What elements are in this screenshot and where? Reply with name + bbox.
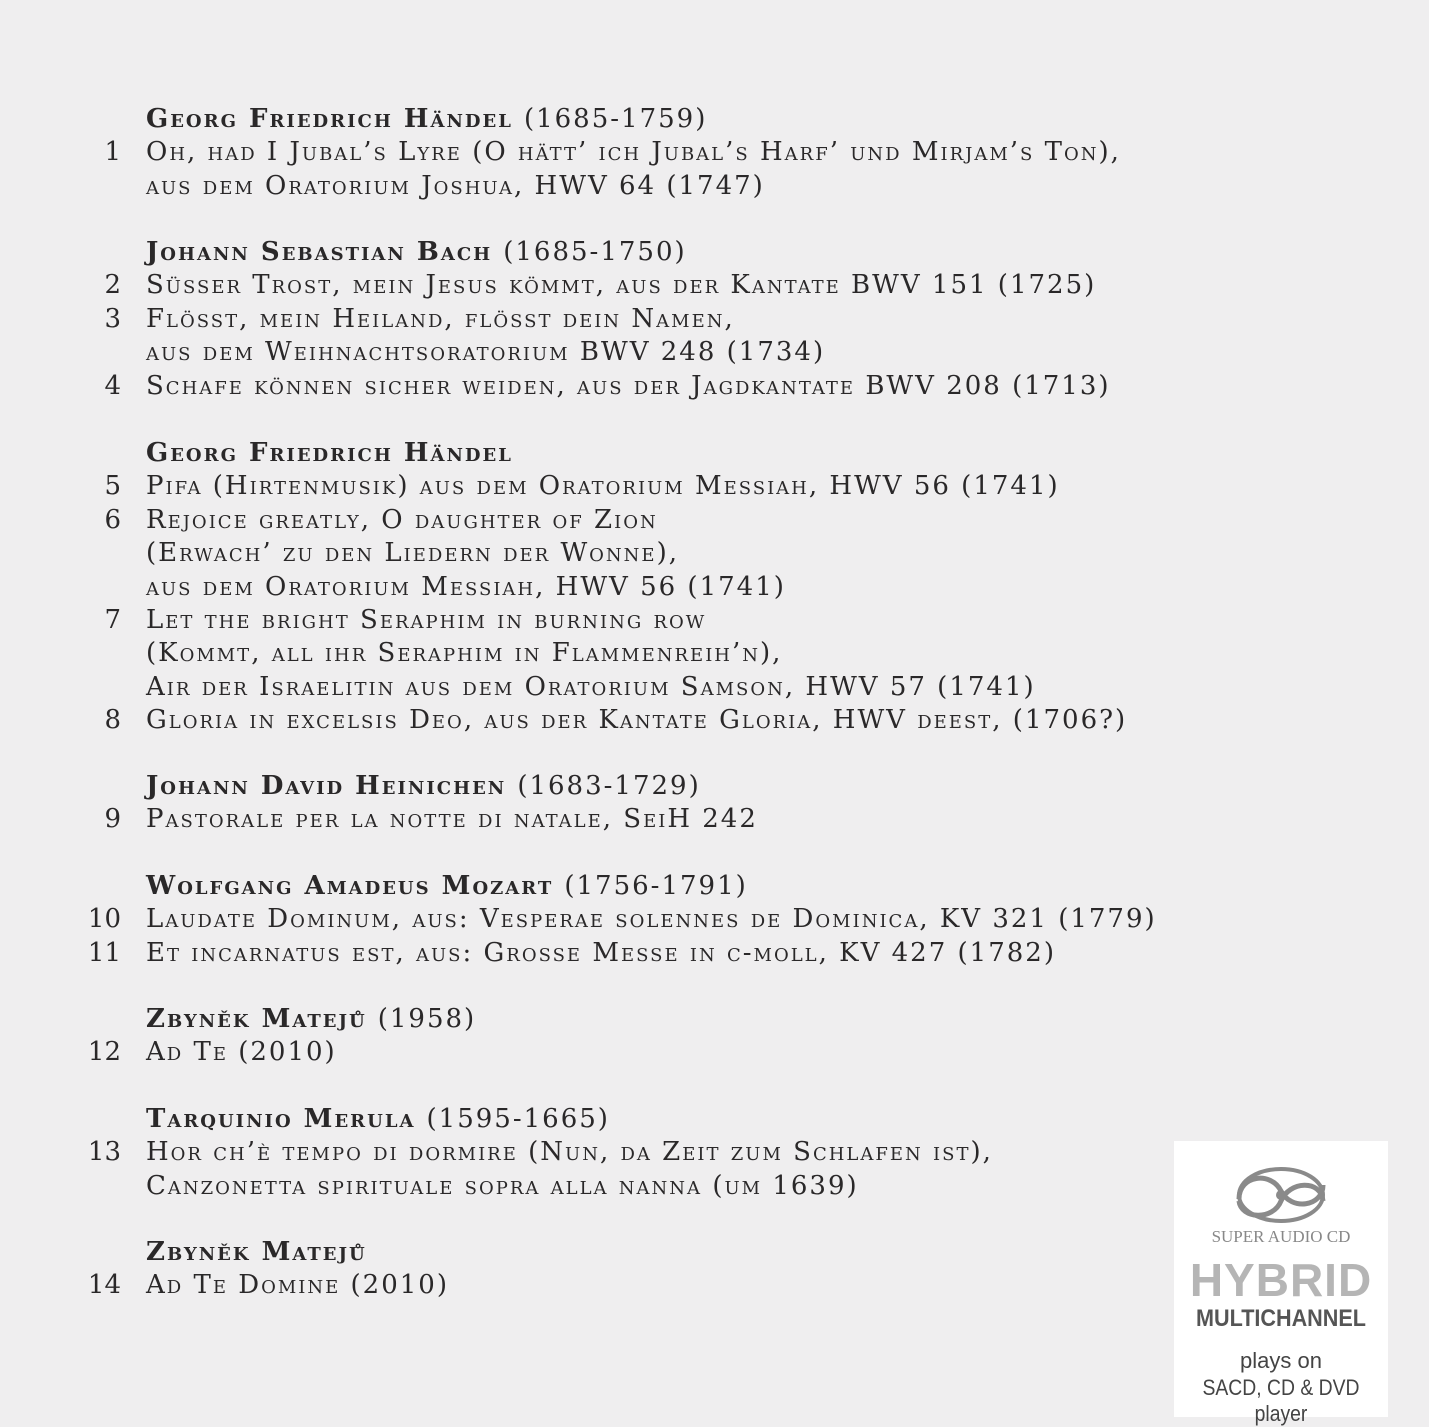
composer-name: Tarquinio Merula xyxy=(146,1104,416,1134)
composer-heading xyxy=(146,1236,367,1268)
track-number: 7 xyxy=(104,605,121,635)
composer-dates: (1685-1759) xyxy=(523,104,708,134)
track-number: 4 xyxy=(104,370,121,401)
composer-name: Georg Friedrich Händel xyxy=(146,438,513,468)
track-number: 13 xyxy=(87,1137,121,1168)
track-title-line: Pifa (Hirtenmusik) aus dem Oratorium Messiah, HWV 56 (1741) xyxy=(146,471,1060,502)
hybrid-label: HYBRID xyxy=(1189,1254,1373,1306)
track-title-line: aus dem Oratorium Joshua, HWV 64 (1747) xyxy=(146,170,765,201)
track-title-line: Air der Israelitin aus dem Oratorium Samson, HWV 57 (1741) xyxy=(146,671,1036,702)
composer-dates: (1683-1729) xyxy=(517,771,701,801)
composer-name: Johann Sebastian Bach xyxy=(146,237,493,267)
composer-dates: (1958) xyxy=(377,1004,477,1034)
composer-name: Zbyněk Matejů xyxy=(146,1237,367,1267)
track-number: 1 xyxy=(104,137,121,168)
track-title-line: Hor ch’è tempo di dormire (Nun, da Zeit zum Schlafen ist), xyxy=(146,1137,993,1168)
plays-on-label: plays on xyxy=(1240,1348,1322,1373)
track-number: 3 xyxy=(104,303,121,334)
composer-name: Wolfgang Amadeus Mozart xyxy=(146,871,554,901)
track-number: 5 xyxy=(104,471,121,502)
track-title-line: aus dem Weihnachtsoratorium BWV 248 (1734) xyxy=(146,337,826,368)
composer-name: Georg Friedrich Händel xyxy=(146,104,513,134)
track-number: 10 xyxy=(87,904,121,935)
track-number: 12 xyxy=(87,1037,121,1068)
sacd-hybrid-logo xyxy=(1174,1141,1388,1426)
sacd-disc-icon xyxy=(1231,1161,1331,1225)
track-title-line: Schafe können sicher weiden, aus der Jagdkantate BWV 208 (1713) xyxy=(146,370,1111,401)
track-title-line: Canzonetta spirituale sopra alla nanna (um 1639) xyxy=(146,1170,859,1201)
track-number: 14 xyxy=(87,1270,121,1301)
track-title-line: Flösst, mein Heiland, flösst dein Namen, xyxy=(146,303,735,334)
multichannel-label: MULTICHANNEL xyxy=(1196,1305,1366,1332)
track-title-line: Pastorale per la notte di natale, SeiH 242 xyxy=(146,804,758,835)
track-title-line: Gloria in excelsis Deo, aus der Kantate Gloria, HWV deest, (1706?) xyxy=(146,705,1128,736)
track-title-line: Let the bright Seraphim in burning row xyxy=(146,605,707,635)
composer-dates: (1685-1750) xyxy=(503,237,687,267)
track-number: 11 xyxy=(87,937,121,968)
composer-dates: (1756-1791) xyxy=(564,871,748,901)
composer-heading xyxy=(146,437,513,469)
track-title-line: Ad Te Domine (2010) xyxy=(146,1270,449,1301)
super-audio-cd-label: SUPER AUDIO CD xyxy=(1211,1227,1351,1246)
composer-name: Zbyněk Matejů xyxy=(146,1004,367,1034)
track-title-line: Oh, had I Jubal’s Lyre (O hätt’ ich Jubal’s Harf’ und Mirjam’s Ton), xyxy=(146,137,1121,168)
track-title-line: Et incarnatus est, aus: Grosse Messe in c-moll, KV 427 (1782) xyxy=(146,937,1056,968)
composer-heading xyxy=(146,236,687,268)
composer-heading xyxy=(146,870,748,902)
composer-heading xyxy=(146,770,701,802)
track-number: 6 xyxy=(104,504,121,535)
track-title-line: Ad Te (2010) xyxy=(146,1037,337,1068)
track-title-line: (Kommt, all ihr Seraphim in Flammenreih’n), xyxy=(146,638,783,669)
track-title-line: Süsser Trost, mein Jesus kömmt, aus der Kantate BWV 151 (1725) xyxy=(146,270,1097,301)
composer-heading xyxy=(146,1003,476,1035)
track-number: 2 xyxy=(104,270,121,301)
track-title-line: Rejoice greatly, O daughter of Zion xyxy=(146,504,658,535)
track-title-line: (Erwach’ zu den Liedern der Wonne), xyxy=(146,538,679,569)
players-label: SACD, CD & DVD player xyxy=(1202,1375,1360,1426)
composer-heading xyxy=(146,1103,610,1135)
track-title-line: aus dem Oratorium Messiah, HWV 56 (1741) xyxy=(146,571,786,602)
composer-heading xyxy=(146,103,707,135)
composer-name: Johann David Heinichen xyxy=(146,771,507,801)
composer-dates: (1595-1665) xyxy=(426,1104,610,1134)
track-number: 8 xyxy=(104,705,121,736)
track-number: 9 xyxy=(104,804,121,835)
track-title-line: Laudate Dominum, aus: Vesperae solennes de Dominica, KV 321 (1779) xyxy=(146,904,1157,935)
